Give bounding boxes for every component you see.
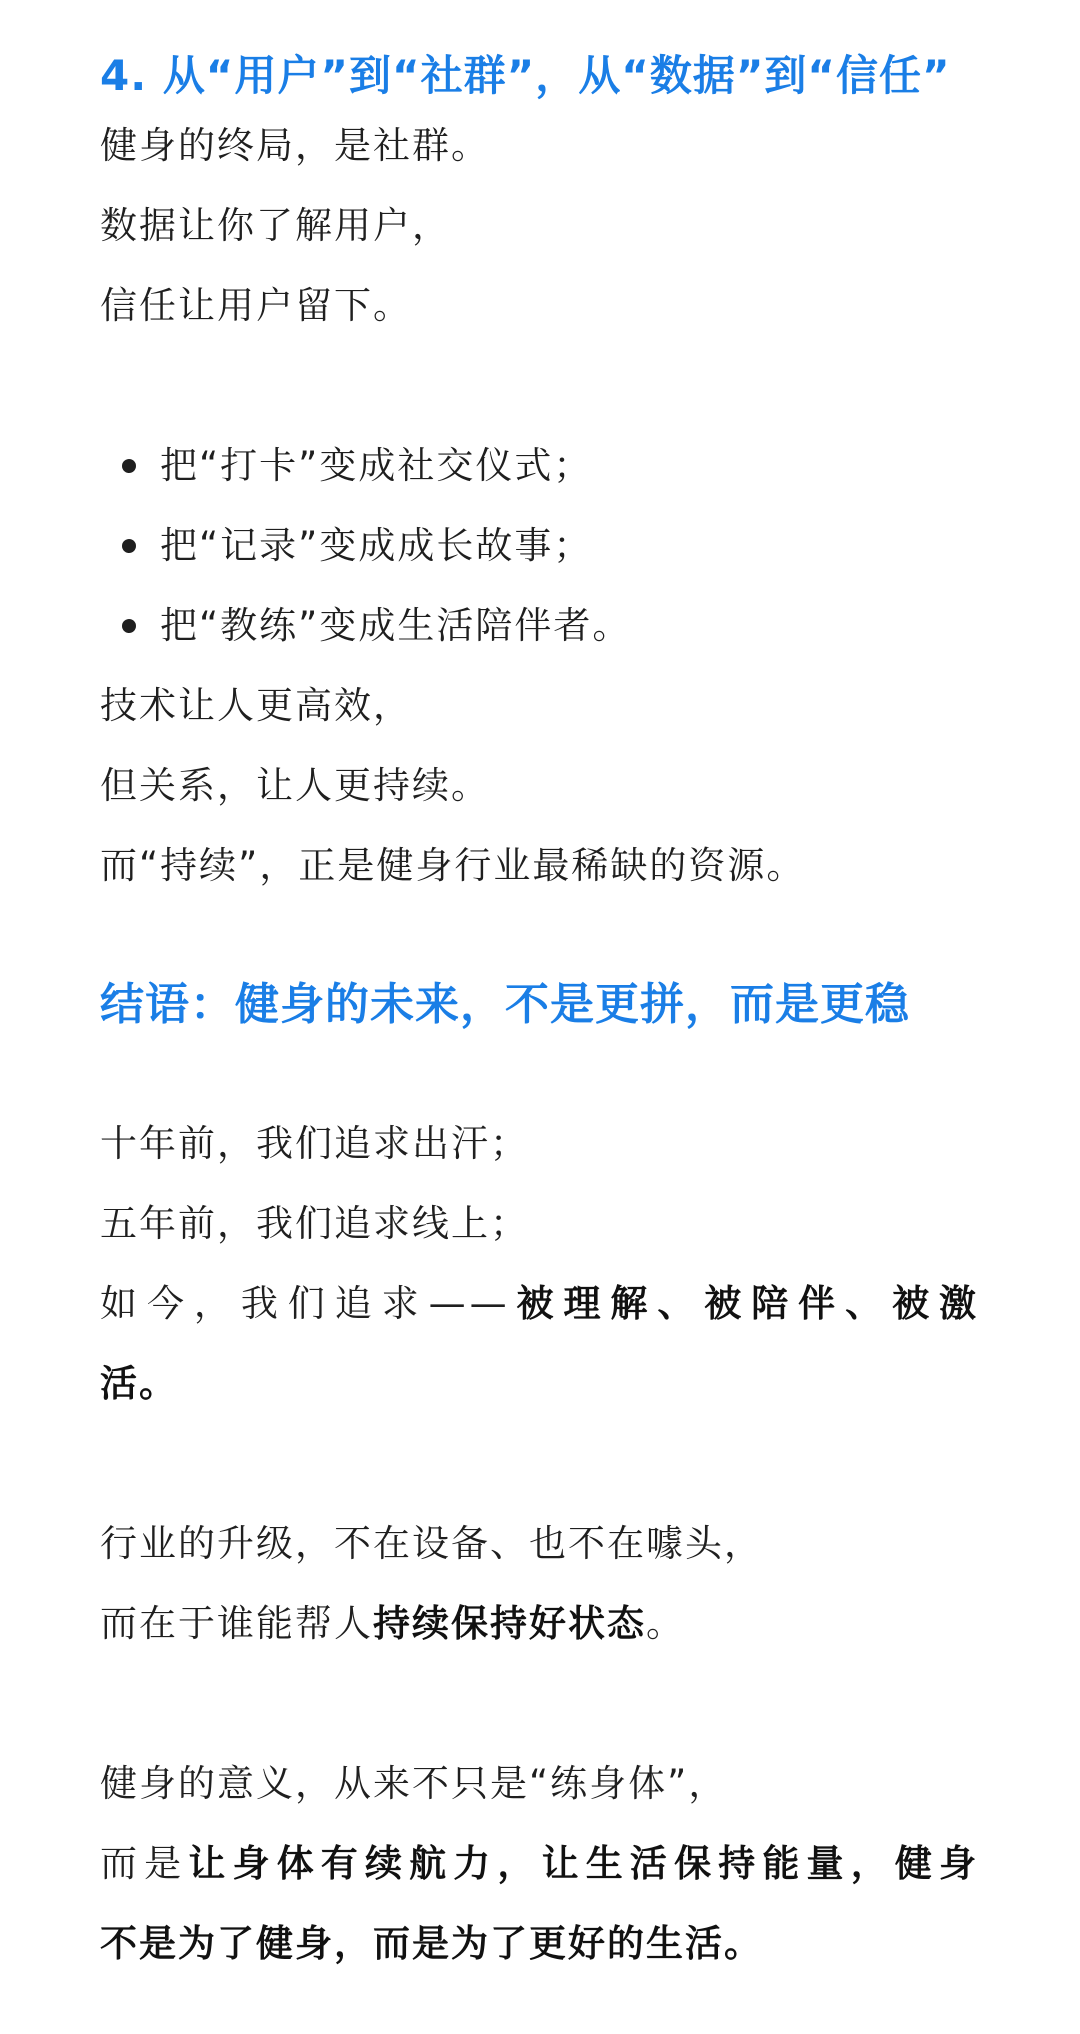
paragraph-line	[100, 1584, 980, 1664]
paragraph-line: 但关系，让人更持续。	[100, 764, 490, 807]
paragraph-line	[100, 1264, 980, 1344]
bullet-dot-icon	[122, 619, 136, 633]
blank-line	[100, 1424, 980, 1504]
paragraph-line: 技术让人更高效，	[100, 684, 412, 727]
bullet-text: 把“记录”变成成长故事；	[160, 524, 593, 567]
bold-text: 让身体有续航力，让生活保持能量，健身	[188, 1842, 981, 1885]
section-heading: 4. 从“用户”到“社群”，从“数据”到“信任”	[100, 51, 951, 100]
bullet-dot-icon	[122, 539, 136, 553]
paragraph-line: 十年前，我们追求出汗；	[100, 1122, 529, 1165]
paragraph-line	[100, 1824, 980, 1904]
paragraph-line: 五年前，我们追求线上；	[100, 1202, 529, 1245]
bold-text: 持续保持好状态	[373, 1602, 646, 1645]
conclusion-heading: 结语：健身的未来，不是更拼，而是更稳	[100, 979, 910, 1030]
bullet-dot-icon	[122, 459, 136, 473]
plain-text: 如今，我们追求——	[100, 1282, 511, 1325]
paragraph-line: 行业的升级，不在设备、也不在噱头，	[100, 1522, 763, 1565]
plain-text: 而是	[100, 1842, 189, 1885]
paragraph-line: 而“持续”，正是健身行业最稀缺的资源。	[100, 844, 806, 887]
bullet-item	[100, 426, 980, 506]
plain-text: 。	[646, 1602, 685, 1645]
paragraph-line: 健身的终局，是社群。	[100, 124, 490, 167]
bullet-text: 把“打卡”变成社交仪式；	[160, 444, 593, 487]
paragraph-line: 健身的意义，从来不只是“练身体”，	[100, 1762, 728, 1805]
paragraph-line	[100, 1904, 980, 1984]
bold-text: 被理解、被陪伴、被激	[510, 1282, 981, 1325]
bullet-item	[100, 586, 980, 666]
bullet-item	[100, 506, 980, 586]
blank-line	[100, 1036, 980, 1104]
bullet-text: 把“教练”变成生活陪伴者。	[160, 604, 632, 647]
plain-text: 而在于谁能帮人	[100, 1602, 373, 1645]
blank-line	[100, 346, 980, 426]
bold-text: 不是为了健身，而是为了更好的生活。	[100, 1922, 763, 1965]
bold-text: 活。	[100, 1362, 178, 1405]
blank-line	[100, 1664, 980, 1744]
paragraph-line: 数据让你了解用户，	[100, 204, 451, 247]
paragraph-line: 信任让用户留下。	[100, 284, 412, 327]
bullet-list	[100, 426, 980, 666]
paragraph-line	[100, 1344, 980, 1424]
